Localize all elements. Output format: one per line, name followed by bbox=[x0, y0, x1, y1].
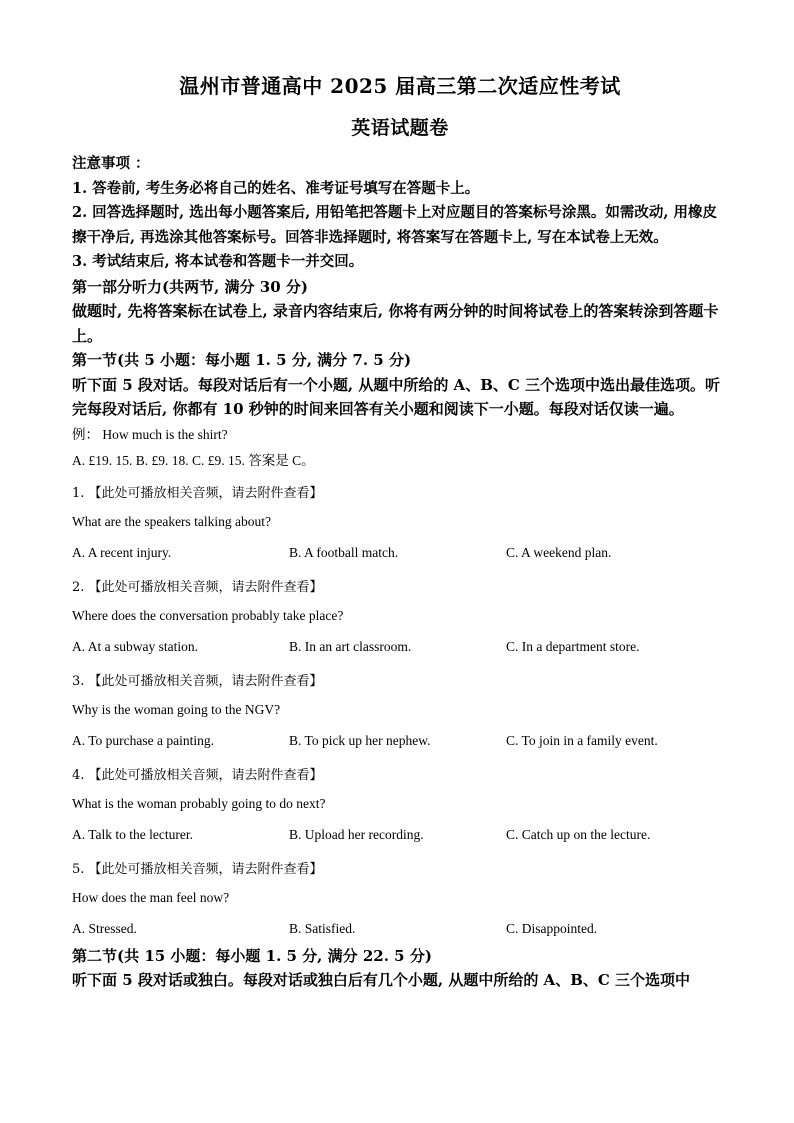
part1-intro: 做题时, 先将答案标在试卷上, 录音内容结束后, 你将有两分钟的时间将试卷上的答案转涂到答题卡上。 bbox=[72, 302, 719, 345]
option-c: C. In a department store. bbox=[506, 638, 640, 654]
question-5 bbox=[72, 858, 728, 944]
option-c: C. To join in a family event. bbox=[506, 732, 658, 748]
question-2 bbox=[72, 576, 728, 662]
option-b: B. To pick up her nephew. bbox=[289, 732, 431, 748]
option-b: B. In an art classroom. bbox=[289, 638, 412, 654]
question-text: What is the woman probably going to do next? bbox=[72, 795, 326, 811]
notice-item-3: 3. 考试结束后, 将本试卷和答题卡一并交回。 bbox=[72, 253, 364, 270]
question-audio-placeholder[interactable]: 2. 【此处可播放相关音频，请去附件查看】 bbox=[72, 579, 323, 595]
option-a: A. At a subway station. bbox=[72, 638, 198, 654]
option-a: A. Stressed. bbox=[72, 920, 137, 936]
question-audio-placeholder[interactable]: 4. 【此处可播放相关音频，请去附件查看】 bbox=[72, 767, 323, 783]
answer-options bbox=[72, 631, 728, 662]
question-audio-placeholder[interactable]: 1. 【此处可播放相关音频，请去附件查看】 bbox=[72, 485, 323, 501]
section2-heading: 第二节(共 15 小题：每小题 1. 5 分, 满分 22. 5 分) bbox=[72, 946, 432, 965]
option-b: B. Upload her recording. bbox=[289, 826, 424, 842]
section1-instructions: 听下面 5 段对话。每段对话后有一个小题, 从题中所给的 A、B、C 三个选项中选出最佳选项。听完每段对话后, 你都有 10 秒钟的时间来回答有关小题和阅读下一小题。每段对话仅读一遍。 bbox=[72, 375, 721, 418]
question-text: Why is the woman going to the NGV? bbox=[72, 701, 281, 717]
question-4 bbox=[72, 764, 728, 850]
option-c: C. A weekend plan. bbox=[506, 544, 612, 560]
answer-options bbox=[72, 913, 728, 944]
question-audio-placeholder[interactable]: 5. 【此处可播放相关音频，请去附件查看】 bbox=[72, 861, 323, 877]
option-c: C. Disappointed. bbox=[506, 920, 598, 936]
section2-instructions: 听下面 5 段对话或独白。每段对话或独白后有几个小题, 从题中所给的 A、B、C 三个选项中 bbox=[72, 971, 691, 989]
answer-options bbox=[72, 537, 728, 568]
example-question: 例： How much is the shirt? bbox=[72, 426, 228, 442]
part1-heading: 第一部分听力(共两节, 满分 30 分) bbox=[72, 277, 308, 296]
exam-page bbox=[72, 70, 728, 993]
question-1 bbox=[72, 482, 728, 568]
notice-item-2: 2. 回答选择题时, 选出每小题答案后, 用铅笔把答题卡上对应题目的答案标号涂黑。如需改动, 用橡皮擦干净后, 再选涂其他答案标号。回答非选择题时, 将答案写在答题卡上, 写在本试卷上无效。 bbox=[72, 204, 717, 246]
question-text: How does the man feel now? bbox=[72, 889, 230, 905]
exam-title: 温州市普通高中 2025 届高三第二次适应性考试 bbox=[179, 74, 621, 98]
question-text: Where does the conversation probably take place? bbox=[72, 607, 344, 623]
option-b: B. Satisfied. bbox=[289, 920, 356, 936]
question-text: What are the speakers talking about? bbox=[72, 513, 272, 529]
option-a: A. A recent injury. bbox=[72, 544, 172, 560]
section1-heading: 第一节(共 5 小题：每小题 1. 5 分, 满分 7. 5 分) bbox=[72, 351, 412, 369]
option-c: C. Catch up on the lecture. bbox=[506, 826, 651, 842]
answer-options bbox=[72, 725, 728, 756]
question-3 bbox=[72, 670, 728, 756]
example-answer: A. £19. 15. B. £9. 18. C. £9. 15. 答案是 C。 bbox=[72, 452, 315, 468]
question-audio-placeholder[interactable]: 3. 【此处可播放相关音频，请去附件查看】 bbox=[72, 673, 323, 689]
answer-options bbox=[72, 819, 728, 850]
option-a: A. To purchase a painting. bbox=[72, 732, 215, 748]
option-b: B. A football match. bbox=[289, 544, 399, 560]
notice-item-1: 1. 答卷前, 考生务必将自己的姓名、准考证号填写在答题卡上。 bbox=[72, 179, 480, 197]
exam-subtitle: 英语试题卷 bbox=[351, 117, 449, 139]
option-a: A. Talk to the lecturer. bbox=[72, 826, 194, 842]
notice-heading: 注意事项 ： bbox=[72, 155, 150, 172]
